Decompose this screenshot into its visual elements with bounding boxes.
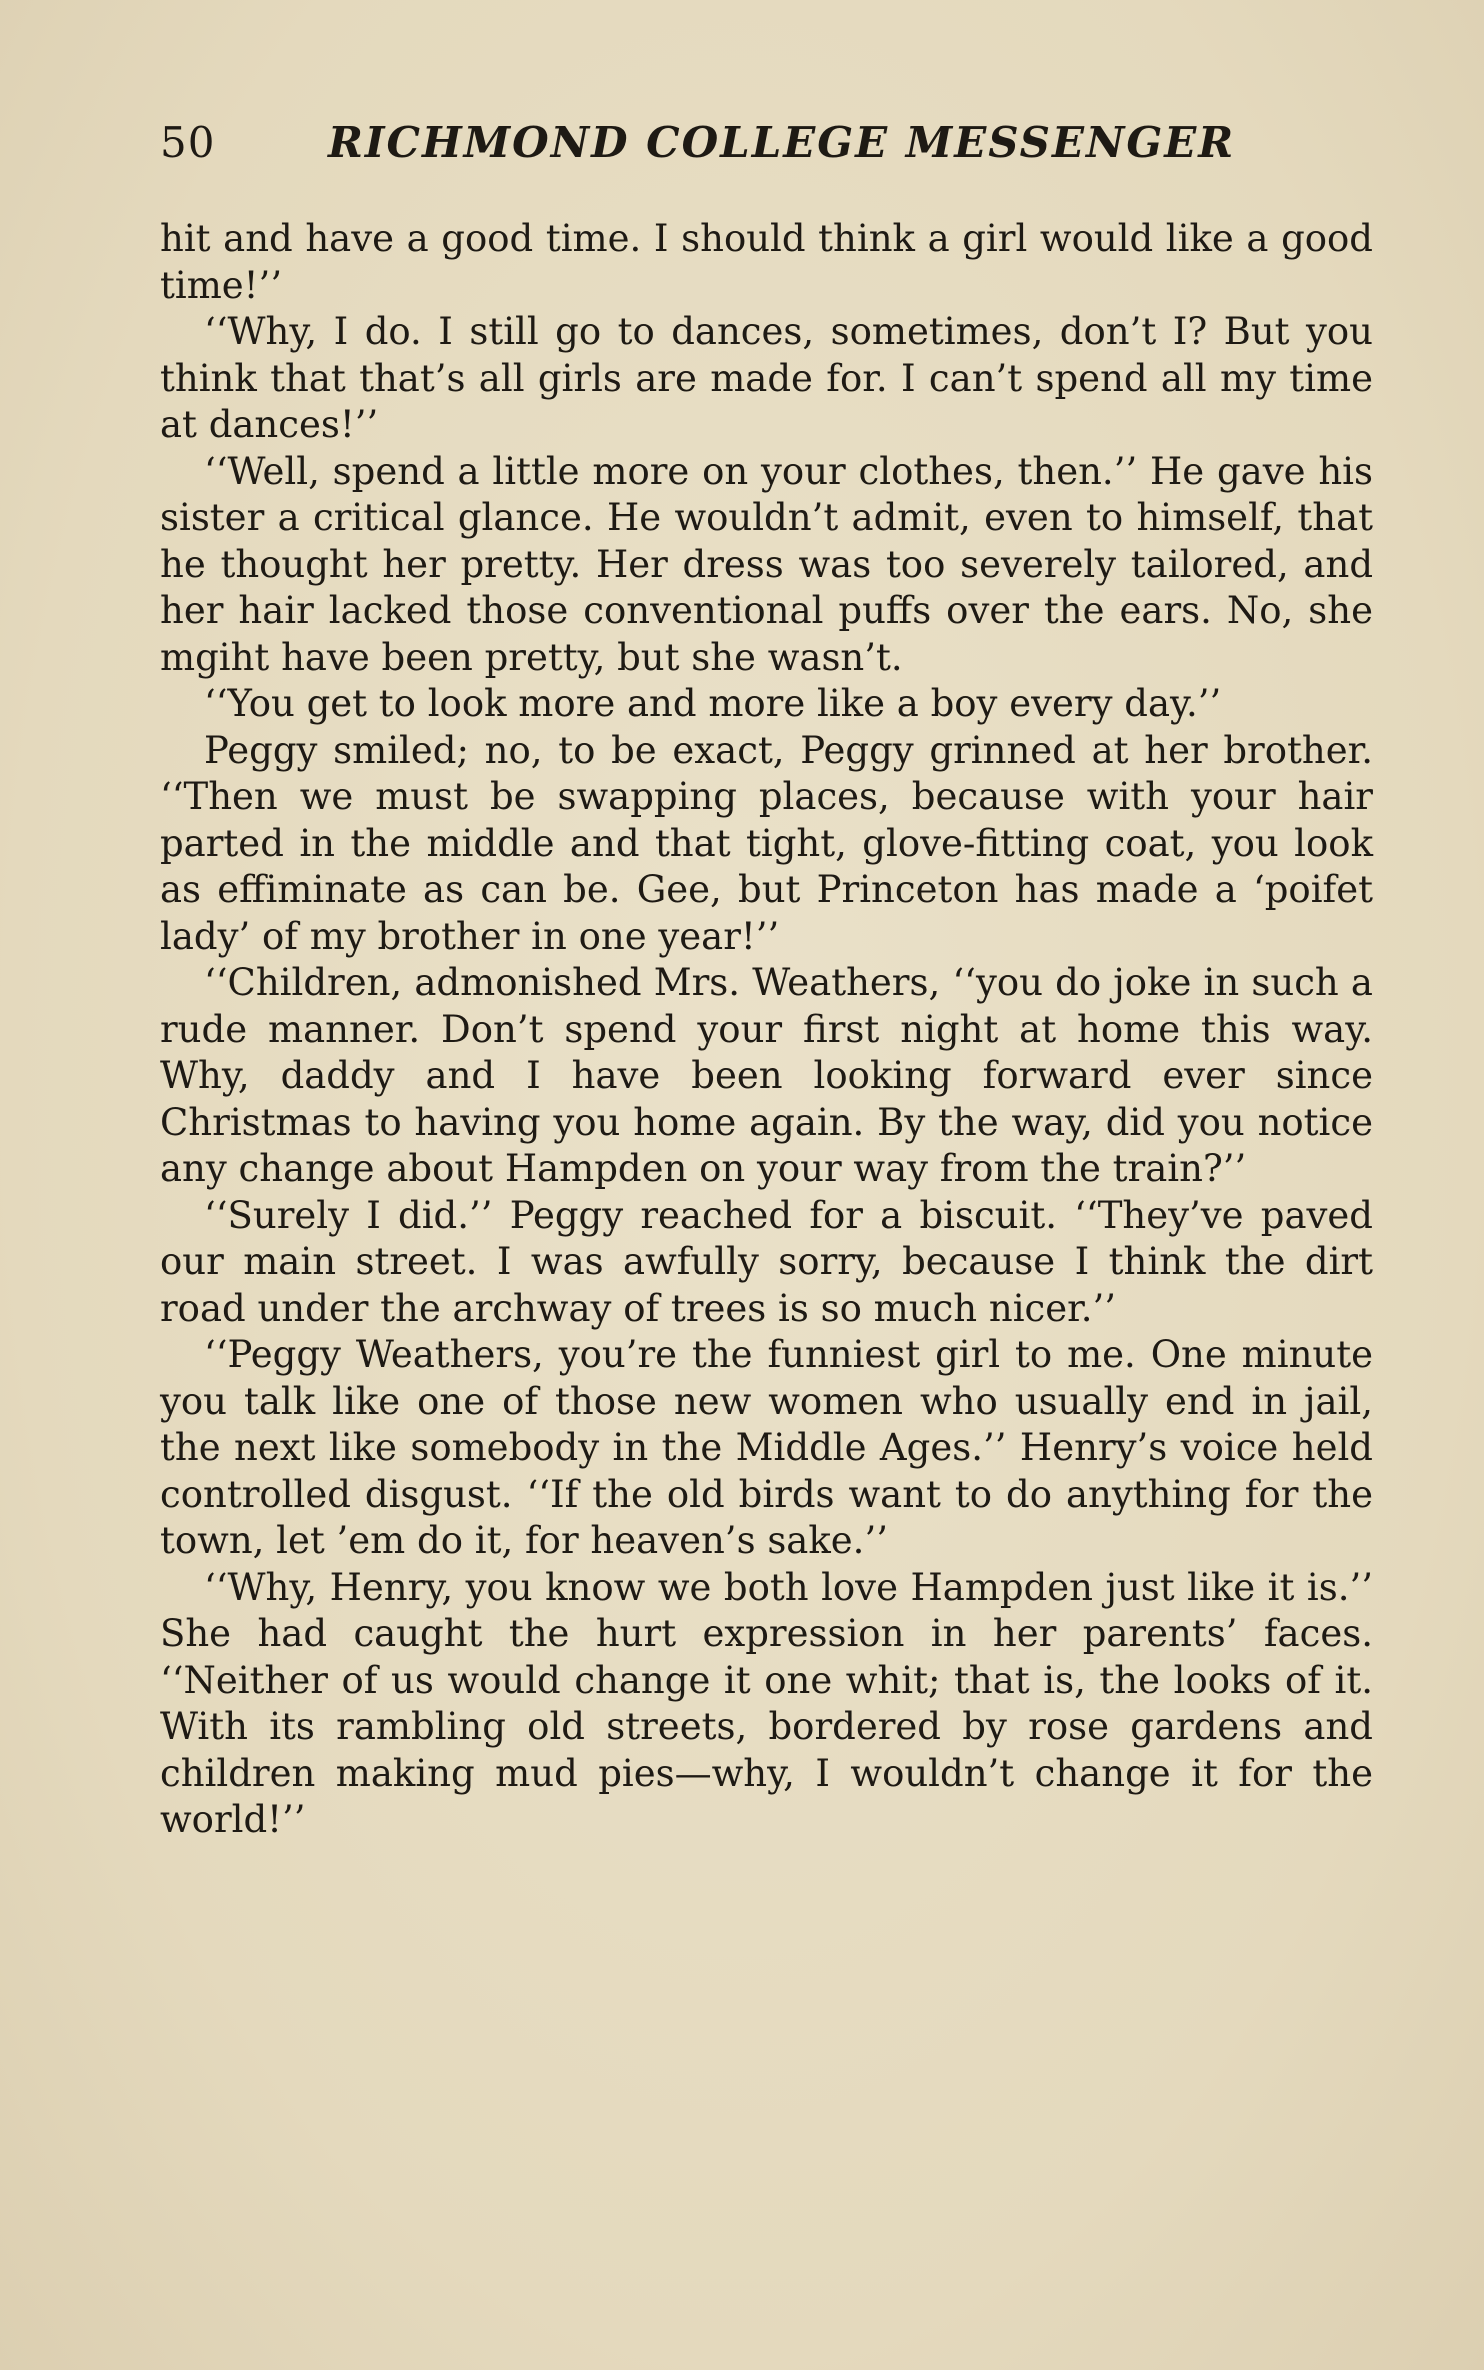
page-number: 50	[160, 118, 216, 167]
page-header	[160, 118, 1240, 188]
paragraph: hit and have a good time. I should think a girl would like a good time!’’	[160, 217, 1373, 307]
paragraph: ‘‘Why, Henry, you know we both love Hampden just like it is.’’ She had caught the hurt expression in her parents’ faces. ‘‘Neither of us would change it one whit; that is, the looks of it. With its rambling old streets, bordered by rose gardens and children making mud pies—why, I wouldn’t change it for the world!’’	[160, 1565, 1373, 1841]
paragraph: ‘‘Peggy Weathers, you’re the funniest girl to me. One minute you talk like one of those new women who usually end in jail, the next like somebody in the Middle Ages.’’ Henry’s voice held controlled disgust. ‘‘If the old birds want to do anything for the town, let ’em do it, for heaven’s sake.’’	[160, 1333, 1373, 1562]
paragraph: ‘‘Surely I did.’’ Peggy reached for a biscuit. ‘‘They’ve paved our main street. I was awfully sorry, because I think the dirt road under the archway of trees is so much nicer.’’	[160, 1193, 1373, 1330]
paragraph: Peggy smiled; no, to be exact, Peggy grinned at her brother. ‘‘Then we must be swapping places, because with your hair parted in the middle and that tight, glove-fitting coat, you look as effiminate as can be. Gee, but Princeton has made a ‘poifet lady’ of my brother in one year!’’	[160, 728, 1373, 958]
paragraph: ‘‘You get to look more and more like a boy every day.’’	[204, 682, 1222, 725]
running-title: RICHMOND COLLEGE MESSENGER	[328, 118, 1236, 167]
paragraph: ‘‘Children, admonished Mrs. Weathers, ‘‘you do joke in such a rude manner. Don’t spend your first night at home this way. Why, daddy and I have been looking forward ever since Christmas to having you home again. By the way, did you notice any change about Hampden on your way from the train?’’	[160, 961, 1373, 1190]
paragraph: ‘‘Well, spend a little more on your clothes, then.’’ He gave his sister a critical glance. He wouldn’t admit, even to himself, that he thought her pretty. Her dress was too severely tailored, and her hair lacked those conventional puffs over the ears. No, she mgiht have been pretty, but she wasn’t.	[160, 449, 1373, 679]
body-text	[160, 216, 1373, 1844]
paragraph: ‘‘Why, I do. I still go to dances, sometimes, don’t I? But you think that that’s all girls are made for. I can’t spend all my time at dances!’’	[160, 310, 1373, 446]
